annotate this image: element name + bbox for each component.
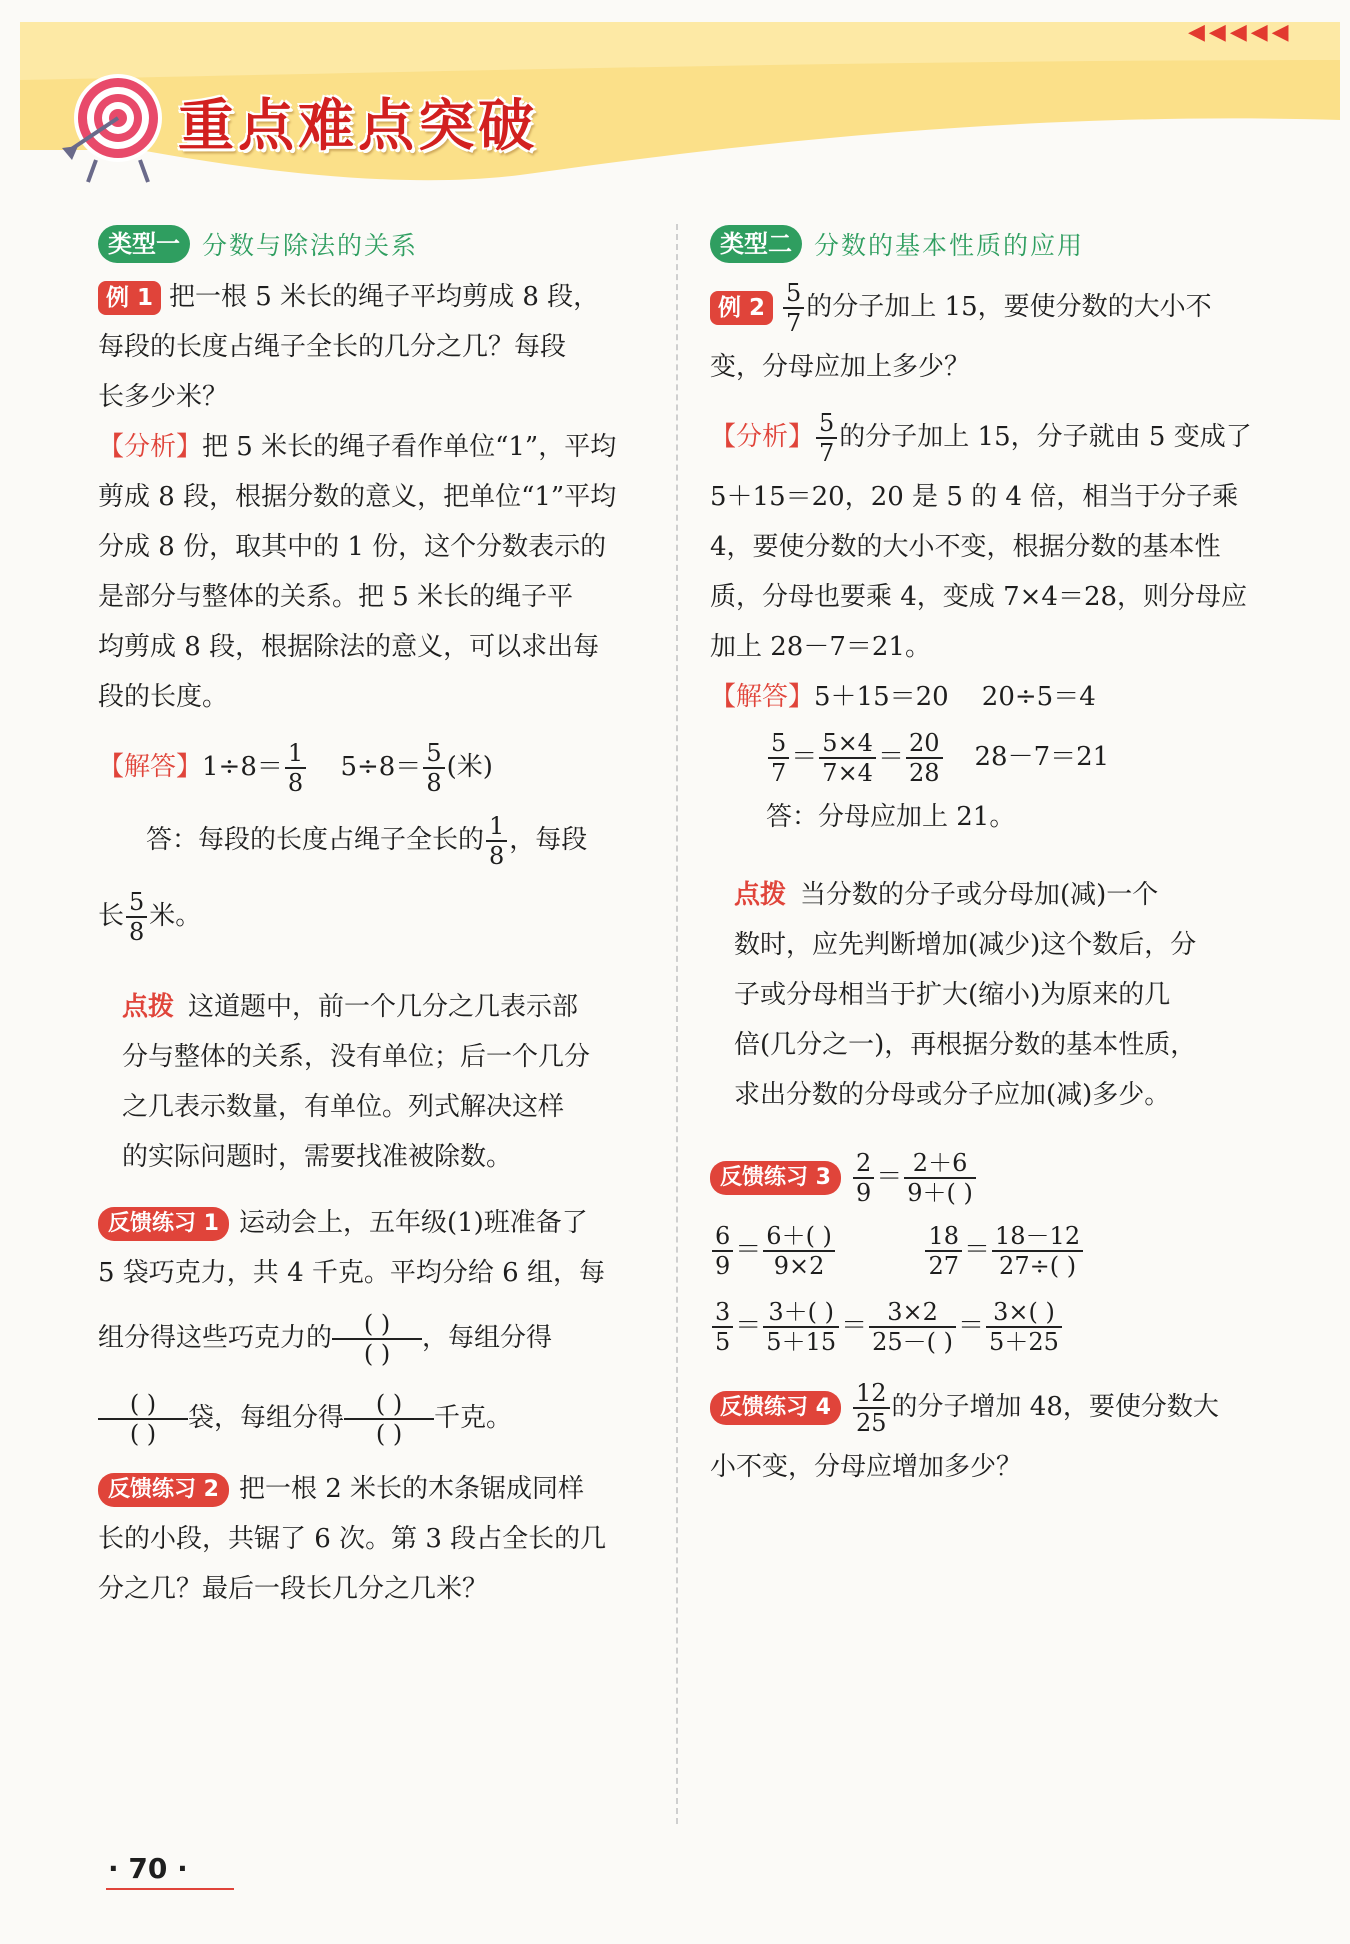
fraction: $\frac{3}{5}$ [712,1298,733,1356]
analysis-text: 剪成 8 段，根据分数的意义，把单位“1”平均 [98,482,617,512]
example-text: 把一根 5 米长的绳子平均剪成 8 段， [169,282,600,312]
exercise-text: 运动会上，五年级(1)班准备了 [238,1208,588,1238]
tip-text: 之几表示数量，有单位。列式解决这样 [122,1092,565,1122]
feedback-exercise-1 [98,1198,650,1458]
tip-text: 倍(几分之一)，再根据分数的基本性质， [734,1030,1197,1060]
exercise-text: 分之几？最后一段长几分之几米？ [98,1574,489,1604]
fraction-blank[interactable]: $\frac{6+( )}{9\times 2}$ [763,1222,835,1280]
fraction: $\frac{18}{27}$ [925,1222,962,1280]
tip-1 [98,982,650,1182]
tip-text: 这道题中，前一个几分之几表示部 [188,992,579,1022]
fraction-blank[interactable]: $\frac{2+6}{9+( )}$ [904,1149,976,1207]
fraction: $\frac{5}{8}$ [126,888,147,946]
solution-label: 【解答】 [98,752,203,782]
equation: 5÷8＝ [340,752,422,782]
tip-label: 点拨 [122,992,175,1022]
exercise-text: ，每组分得 [422,1323,553,1353]
solution-2: 【解答】5＋15＝20 20÷5＝4 $\frac{5}{7}$ ＝ $\frac{5\times 4}{7\times 4}$ ＝ $\frac{20}{28}$ 28－7＝21 答：分母应加上 21。 [710,672,1262,842]
exercise-text: 小不变，分母应增加多少？ [710,1452,1023,1482]
answer-blank[interactable]: ( ) ( ) [344,1390,434,1448]
answer-text: 长 [98,901,125,931]
unit: (米) [446,752,493,782]
analysis-2 [710,402,1262,672]
example-text: 长多少米？ [98,382,229,412]
tip-text: 的实际问题时，需要找准被除数。 [122,1142,513,1172]
solution-label: 【解答】 [710,682,815,712]
tip-text: 分与整体的关系，没有单位；后一个几分 [122,1042,591,1072]
chevron-decoration-icon: ◀◀◀◀◀ [1188,20,1293,45]
analysis-text: 的分子加上 15，分子就由 5 变成了 [839,422,1252,452]
fraction: $\frac{5}{8}$ [423,739,444,797]
answer-text: 米。 [149,901,202,931]
example-badge: 例 2 [710,291,773,325]
fraction-blank[interactable]: $\frac{3+( )}{5+15}$ [763,1298,839,1356]
fraction: $\frac{1}{8}$ [486,812,507,870]
fraction: $\frac{6}{9}$ [712,1222,733,1280]
fraction: $\frac{5}{7}$ [768,729,789,787]
type-title: 分数的基本性质的应用 [814,231,1085,260]
analysis-text: 段的长度。 [98,682,229,712]
equation: 5＋15＝20 20÷5＝4 [814,682,1096,712]
fraction: $\frac{2}{9}$ [853,1149,874,1207]
exercise-text: 千克。 [434,1403,513,1433]
page-title: 重点难点突破 [178,94,538,159]
feedback-badge: 反馈练习 4 [710,1391,841,1425]
fraction: $\frac{1}{8}$ [285,739,306,797]
tip-text: 数时，应先判断增加(减少)这个数后，分 [734,930,1197,960]
tip-text: 当分数的分子或分母加(减)一个 [800,880,1159,910]
fraction: $\frac{5}{7}$ [816,409,837,467]
exercise-text: 的分子增加 48，要使分数大 [891,1392,1219,1422]
exercise-text: 把一根 2 米长的木条锯成同样 [238,1474,585,1504]
example-text: 每段的长度占绳子全长的几分之几？每段 [98,332,567,362]
analysis-1 [98,422,650,722]
equation: 28－7＝21 [974,742,1110,772]
analysis-text: 5＋15＝20，20 是 5 的 4 倍，相当于分子乘 [710,482,1239,512]
analysis-text: 均剪成 8 段，根据除法的意义，可以求出每 [98,632,600,662]
answer-blank[interactable]: ( ) ( ) [98,1390,188,1448]
analysis-label: 【分析】 [710,422,815,452]
analysis-text: 质，分母也要乘 4，变成 7×4＝28，则分母应 [710,582,1248,612]
exercise-text: 袋，每组分得 [188,1403,345,1433]
solution-1 [98,732,650,954]
fraction-blank[interactable]: $\frac{3\times 2}{25-( )}$ [869,1298,956,1356]
example-badge: 例 1 [98,281,161,315]
exercise-text: 组分得这些巧克力的 [98,1323,333,1353]
left-column [98,222,650,1614]
exercise-text: 长的小段，共锯了 6 次。第 3 段占全长的几 [98,1524,607,1554]
tip-text: 求出分数的分母或分子应加(减)多少。 [734,1080,1171,1110]
analysis-text: 分成 8 份，取其中的 1 份，这个分数表示的 [98,532,607,562]
example-text: 的分子加上 15，要使分数的大小不 [806,292,1212,322]
type-badge: 类型二 [710,225,802,263]
answer-text: 答：每段的长度占绳子全长的 [146,825,485,855]
feedback-exercise-2 [98,1464,650,1614]
tip-2 [710,870,1262,1120]
example-text: 变，分母应加上多少？ [710,352,971,382]
column-divider [676,224,678,1824]
analysis-text: 加上 28－7＝21。 [710,632,931,662]
fraction-blank[interactable]: $\frac{18-12}{27\div( )}$ [992,1222,1083,1280]
fraction: $\frac{5}{7}$ [783,279,804,337]
right-column [710,222,1262,1492]
feedback-badge: 反馈练习 3 [710,1161,841,1195]
fraction-blank[interactable]: $\frac{3\times( )}{5+25}$ [986,1298,1062,1356]
analysis-text: 是部分与整体的关系。把 5 米长的绳子平 [98,582,574,612]
exercise-text: 5 袋巧克力，共 4 千克。平均分给 6 组，每 [98,1258,605,1288]
fraction: $\frac{20}{28}$ [906,729,943,787]
feedback-exercise-3: 反馈练习 3 $\frac{2}{9}$ ＝ $\frac{2+6}{9+( )}$ $\frac{6}{9}$ ＝ $\frac{6+( )}{9\times 2}$ $\frac{18}{27}$ ＝ $\frac{18-12}{27\div( )}$ $\frac{3}{5}$ ＝ $\frac{3+( )}{5+15}$ ＝ $\frac{3\times 2}{25-( )}$ ＝ $\frac{3\times( )}{5+25}$ [710,1142,1262,1364]
page-number: · 70 · [108,1852,188,1885]
type-badge: 类型一 [98,225,190,263]
answer-text: 答：分母应加上 21。 [766,802,1016,832]
page-number-underline [106,1888,234,1890]
feedback-badge: 反馈练习 2 [98,1473,229,1507]
feedback-badge: 反馈练习 1 [98,1207,229,1241]
analysis-text: 把 5 米长的绳子看作单位“1”，平均 [202,432,617,462]
analysis-text: 4，要使分数的大小不变，根据分数的基本性 [710,532,1221,562]
fraction: $\frac{12}{25}$ [853,1379,890,1437]
answer-blank[interactable]: ( ) ( ) [332,1310,422,1368]
answer-text: ，每段 [509,825,588,855]
example-1 [98,272,650,422]
type-heading-2 [710,222,1262,266]
fraction: $\frac{5\times 4}{7\times 4}$ [819,729,876,787]
equation: 1÷8＝ [202,752,283,782]
analysis-label: 【分析】 [98,432,203,462]
type-title: 分数与除法的关系 [202,231,419,260]
feedback-exercise-4 [710,1372,1262,1492]
example-2 [710,272,1262,392]
type-heading-1 [98,222,650,266]
tip-label: 点拨 [734,880,787,910]
tip-text: 子或分母相当于扩大(缩小)为原来的几 [734,980,1171,1010]
